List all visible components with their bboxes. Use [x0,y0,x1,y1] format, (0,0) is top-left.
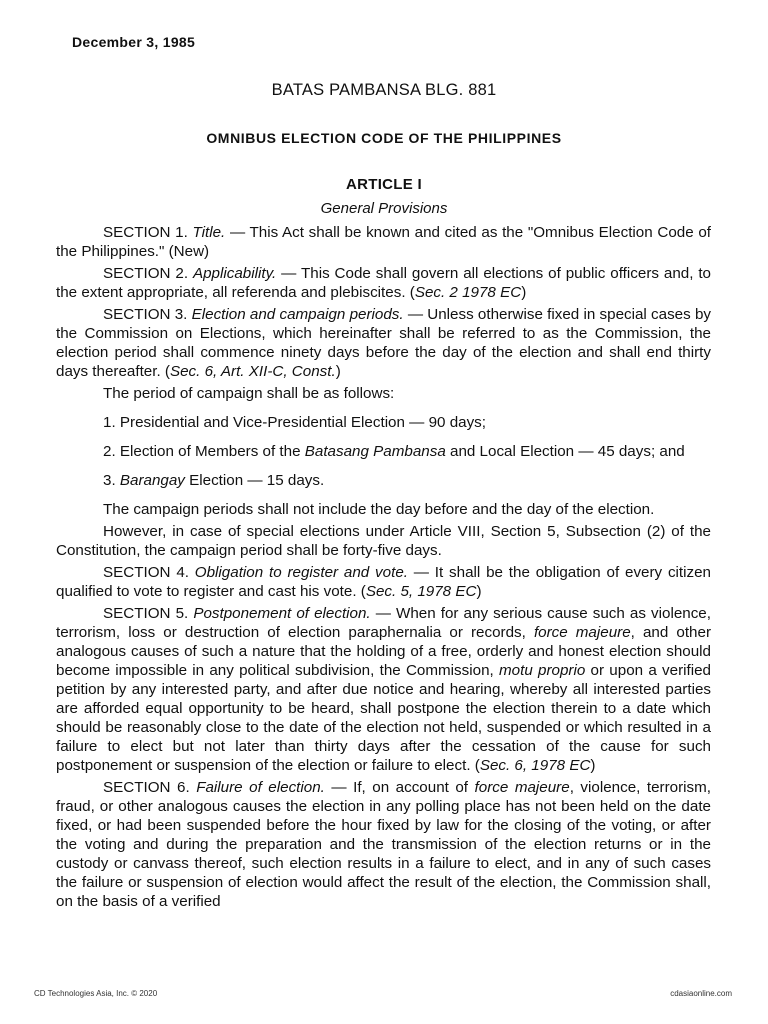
section-4-lead: SECTION 4. [103,564,195,581]
section-5-text-b: , and other analogous causes of such a nature that the holding of a free, orderly and honest election should become impossible in any political subdivision, the Commission, [56,624,711,679]
document-date: December 3, 1985 [72,34,196,50]
section-5-close: ) [590,757,596,774]
section-1-text: — This Act shall be known and cited as the "Omnibus Election Code of the Philippines." (New) [56,224,711,260]
section-4-close: ) [476,583,482,600]
section-5-paragraph [56,604,711,775]
section-6-text-a: — If, on account of [324,779,475,796]
section-5-title: Postponement of election. [193,605,371,622]
section-2-close: ) [521,284,527,301]
list-item-2-italic: Batasang Pambansa [304,443,446,460]
section-2-text: — This Code shall govern all elections of public officers and, to the extent appropriate, all referenda and plebiscites. ( [56,265,711,301]
section-3-citation: Sec. 6, Art. XII-C, Const. [169,363,336,380]
section-6-italic-a: force majeure [474,779,570,796]
section-5-lead: SECTION 5. [103,605,194,622]
section-3-title: Election and campaign periods. [191,306,404,323]
section-6-text-b: , violence, terrorism, fraud, or other analogous causes the election in any polling place has not been held on the date fixed, or had been suspended before the hour fixed by law for the closing of the voting, or after the voting and during the preparation and the transmission of the election returns or in the custody or canvass thereof, such election results in a failure to elect, and in any of such cases the failure or suspension of election would affect the result of the election, the Commission shall, on the basis of a verified [56,779,712,910]
section-3-paragraph [56,305,711,381]
article-heading: ARTICLE I [345,176,423,193]
list-item-3-tail: Election — 15 days. [184,472,325,489]
section-3-close: ) [335,363,341,380]
section-1-paragraph [56,223,711,261]
law-title: BATAS PAMBANSA BLG. 881 [271,81,497,99]
section-5-italic-a: force majeure [533,624,631,641]
section-1-title: Title. [192,224,226,241]
list-item-3-italic: Barangay [119,472,185,489]
document-body [56,223,711,914]
section-6-paragraph [56,778,711,911]
footer-site: cdasiaonline.com [670,989,732,998]
campaign-exclusion-paragraph: The campaign periods shall not include the day before and the day of the election. [103,501,655,518]
code-title: OMNIBUS ELECTION CODE OF THE PHILIPPINES [206,130,562,146]
section-5-text-a: — When for any serious cause such as violence, terrorism, loss or destruction of election paraphernalia or records, [56,605,711,641]
section-2-title: Applicability. [192,265,277,282]
section-6-lead: SECTION 6. [103,779,197,796]
footer-copyright: CD Technologies Asia, Inc. © 2020 [34,989,158,998]
section-1-lead: SECTION 1. [103,224,193,241]
section-6-title: Failure of election. [196,779,325,796]
section-2-paragraph [56,264,711,302]
section-5-italic-b: motu proprio [499,662,586,679]
campaign-list-item-2 [56,442,711,461]
special-elections-paragraph: However, in case of special elections under Article VIII, Section 5, Subsection (2) of the Constitution, the campaign period shall be forty-five days. [56,523,711,559]
list-item-3-text: 3. [103,472,120,489]
section-4-citation: Sec. 5, 1978 EC [365,583,477,600]
section-3-text: — Unless otherwise fixed in special cases by the Commission on Elections, which hereinafter shall be referred to as the Commission, the election period shall commence ninety days before the day of the election and shall end thirty days thereafter. ( [56,306,711,380]
list-item-2-text: 2. Election of Members of the [103,443,305,460]
article-subheading: General Provisions [320,200,448,217]
section-2-citation: Sec. 2 1978 EC [414,284,522,301]
campaign-list-item-1: 1. Presidential and Vice-Presidential Election — 90 days; [103,414,486,431]
section-5-citation: Sec. 6, 1978 EC [479,757,591,774]
section-4-text: — It shall be the obligation of every citizen qualified to vote to register and cast his vote. ( [56,564,712,600]
section-4-title: Obligation to register and vote. [194,564,408,581]
section-2-lead: SECTION 2. [103,265,193,282]
campaign-intro: The period of campaign shall be as follows: [103,385,395,402]
campaign-list-item-3 [56,471,711,490]
section-3-lead: SECTION 3. [103,306,192,323]
section-4-paragraph [56,563,711,601]
section-5-text-c: or upon a verified petition by any interested party, and after due notice and hearing, whereby all interested parties are afforded equal opportunity to be heard, shall postpone the election therein to a date which should be reasonably close to the date of the election not held, suspended or which resulted in a failure to elect but not later than thirty days after the cessation of the cause for such postponement or suspension of the election or failure to elect. ( [56,662,712,774]
list-item-2-tail: and Local Election — 45 days; and [445,443,685,460]
